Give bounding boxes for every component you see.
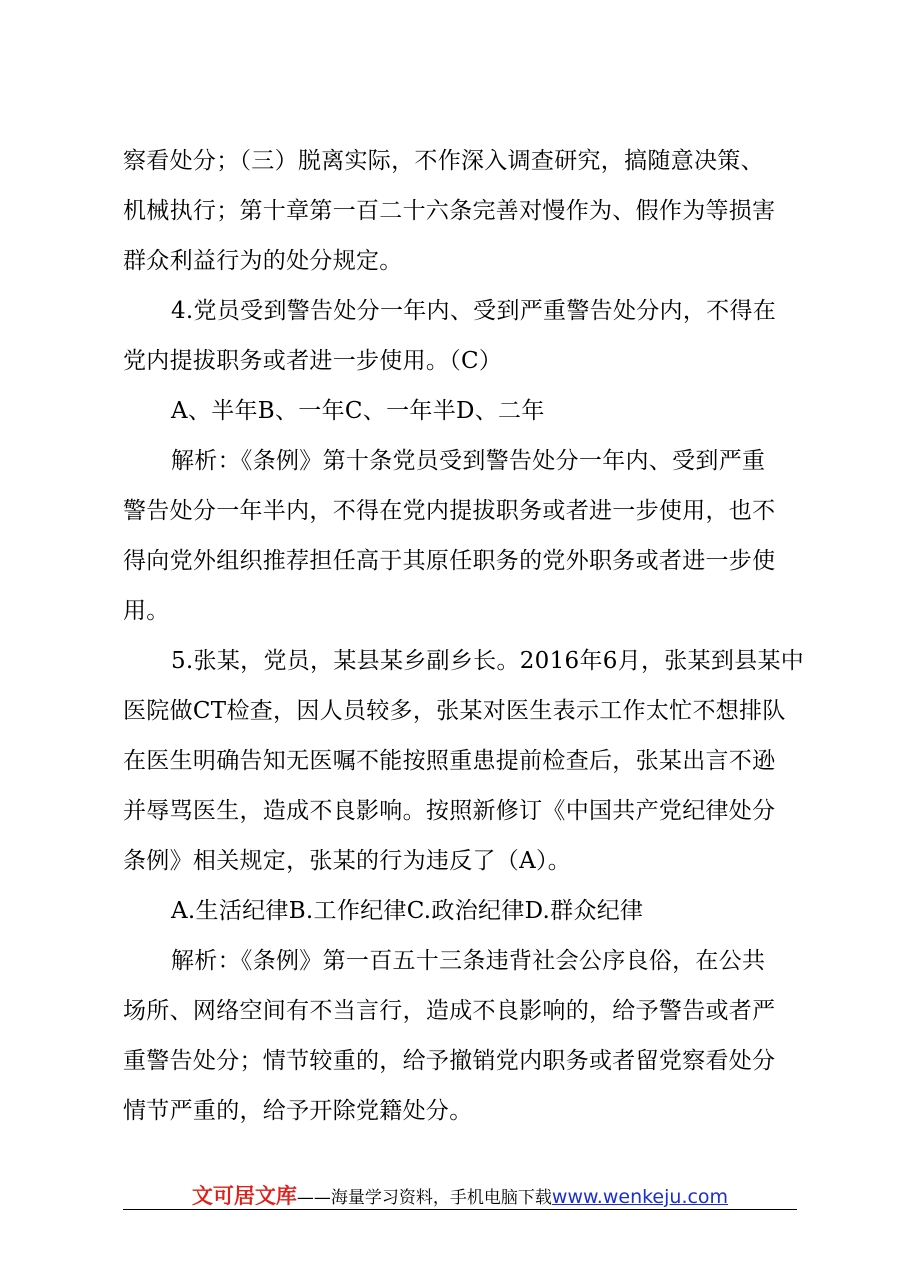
text-line: 重警告处分；情节较重的，给予撤销党内职务或者留党察看处分 <box>123 1048 776 1074</box>
text-line: 4.党员受到警告处分一年内、受到严重警告处分内，不得在 <box>171 298 777 324</box>
text-line: 解析：《条例》第十条党员受到警告处分一年内、受到严重 <box>171 448 766 474</box>
text-line: 场所、网络空间有不当言行，造成不良影响的，给予警告或者严 <box>123 998 776 1024</box>
text-line: 察看处分；（三）脱离实际，不作深入调查研究，搞随意决策、 <box>123 148 764 174</box>
text-line: 用。 <box>123 598 170 624</box>
text-line: 警告处分一年半内，不得在党内提拔职务或者进一步使用，也不 <box>123 498 776 524</box>
footer-divider <box>123 1209 797 1210</box>
text-line: 党内提拔职务或者进一步使用。（C） <box>123 348 503 374</box>
text-line: 医院做CT检查，因人员较多，张某对医生表示工作太忙不想排队 <box>123 698 786 724</box>
footer-slogan: ——海量学习资料，手机电脑下载 <box>296 1188 552 1208</box>
text-line: A、半年B、一年C、一年半D、二年 <box>171 398 545 424</box>
document-body <box>123 136 811 1136</box>
text-line: 条例》相关规定，张某的行为违反了（A）。 <box>123 848 572 874</box>
text-line: 解析：《条例》第一百五十三条违背社会公序良俗，在公共 <box>171 948 766 974</box>
text-line: 5.张某，党员，某县某乡副乡长。2016年6月，张某到县某中 <box>171 648 805 674</box>
text-line: 群众利益行为的处分规定。 <box>123 248 403 274</box>
text-line: 得向党外组织推荐担任高于其原任职务的党外职务或者进一步使 <box>123 548 776 574</box>
footer <box>123 1180 797 1210</box>
text-line: 并辱骂医生，造成不良影响。按照新修订《中国共产党纪律处分 <box>123 798 776 824</box>
text-line: 机械执行；第十章第一百二十六条完善对慢作为、假作为等损害 <box>123 198 776 224</box>
text-line: A.生活纪律B.工作纪律C.政治纪律D.群众纪律 <box>171 898 644 924</box>
text-line: 在医生明确告知无医嘱不能按照重患提前检查后，张某出言不逊 <box>123 748 776 774</box>
footer-brand: 文可居文库 <box>191 1184 297 1208</box>
footer-link[interactable]: www.wenkeju.com <box>551 1186 729 1208</box>
text-line: 情节严重的，给予开除党籍处分。 <box>123 1098 473 1124</box>
